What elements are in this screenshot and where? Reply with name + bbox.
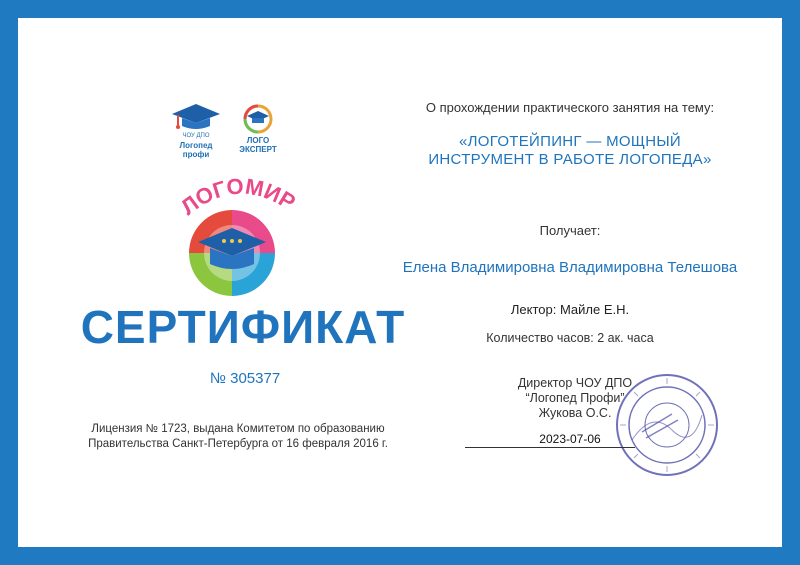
license-text: [68, 422, 408, 452]
director-name: Жукова О.С.: [538, 406, 612, 420]
certificate-title: СЕРТИФИКАТ: [80, 301, 406, 353]
logo-expert-line2: ЭКСПЕРТ: [239, 145, 277, 154]
certificate-number: № 305377: [209, 370, 281, 387]
course-topic: [385, 133, 755, 169]
logomir-globe-icon: [170, 168, 300, 303]
director-signature-block: [490, 376, 660, 421]
director-organization: “Логопед Профи”: [525, 391, 625, 405]
lector-name: Лектор: Майле Е.Н.: [510, 302, 630, 317]
course-topic-line2: ИНСТРУМЕНТ В РАБОТЕ ЛОГОПЕДА»: [428, 151, 712, 168]
hours-count: Количество часов: 2 ак. часа: [486, 331, 654, 345]
graduation-cap-icon: [170, 102, 222, 132]
globe-cap-icon: [241, 104, 275, 134]
course-topic-line1: «ЛОГОТЕЙПИНГ — МОЩНЫЙ: [458, 133, 682, 150]
director-title: Директор ЧОУ ДПО: [517, 376, 633, 390]
logoped-profi-line3: профи: [182, 150, 210, 159]
logomir-wordmark: ЛОГОМИР: [175, 173, 300, 220]
receiver-label: Получает:: [539, 223, 601, 238]
logoped-profi-logo: [170, 102, 222, 160]
logomir-logo: [170, 168, 300, 303]
license-line1: Лицензия № 1723, выдана Комитетом по образованию: [91, 423, 385, 435]
logo-expert-logo: [234, 104, 282, 160]
signature-line: [465, 447, 635, 448]
topic-intro: О прохождении практического занятия на тему:: [425, 100, 715, 115]
logoped-profi-line2: Логопед: [179, 141, 213, 150]
logoped-profi-line1: ЧОУ ДПО: [182, 133, 210, 139]
receiver-name: Елена Владимировна Владимировна Телешова: [402, 259, 738, 276]
logo-expert-line1: ЛОГО: [246, 136, 270, 145]
issue-date: 2023-07-06: [539, 432, 601, 446]
license-line2: Правительства Санкт-Петербурга от 16 февраля 2016 г.: [88, 438, 388, 450]
